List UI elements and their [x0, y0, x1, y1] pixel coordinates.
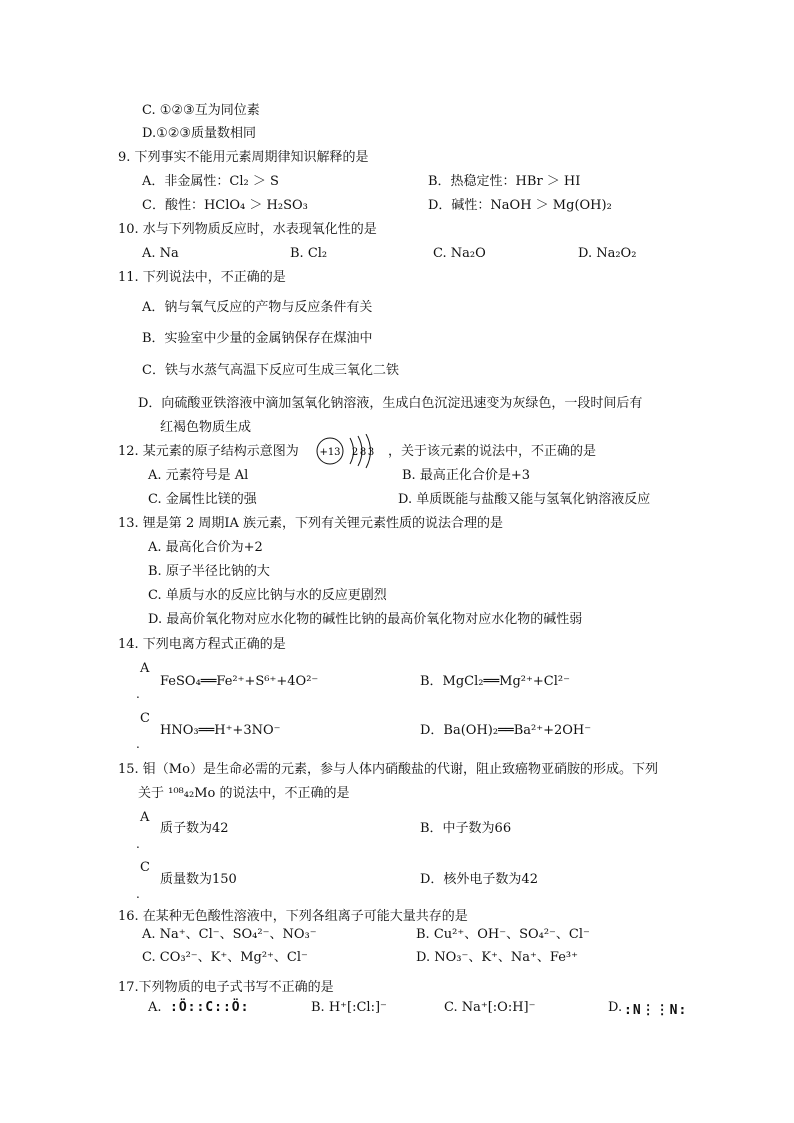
q15-option-a-dot: . — [136, 837, 140, 851]
q17-option-a-label: A. — [148, 1000, 162, 1015]
q11-option-a: A．钠与氧气反应的产物与反应条件有关 — [142, 300, 373, 315]
q12-stem-end: ，关于该元素的说法中，不正确的是 — [388, 444, 597, 459]
q17-option-d-label: D. — [608, 1000, 623, 1015]
atom-structure-diagram — [312, 434, 384, 472]
q15-stem-line2: 关于 ¹⁰⁸₄₂Mo 的说法中，不正确的是 — [138, 786, 350, 801]
q14-option-c-dot: . — [136, 737, 140, 751]
q15-option-c-label: C — [140, 860, 150, 875]
q13-option-a: A. 最高化合价为+2 — [148, 540, 263, 555]
q10-option-a: A. Na — [142, 246, 179, 261]
q8-option-d: D.①②③质量数相同 — [142, 126, 257, 141]
q14-option-c: HNO₃══H⁺+3NO⁻ — [160, 723, 281, 738]
q8-option-c: C. ①②③互为同位素 — [142, 103, 260, 118]
q17-option-a-formula: :Ö::C::Ö: — [170, 1000, 250, 1015]
q9-option-b: B．热稳定性：HBr ＞ HI — [428, 174, 581, 189]
q15-option-c-dot: . — [136, 887, 140, 901]
q10-option-c: C. Na₂O — [433, 246, 486, 261]
q16-stem: 16. 在某种无色酸性溶液中，下列各组离子可能大量共存的是 — [118, 909, 468, 924]
q9-option-d: D．碱性：NaOH ＞ Mg(OH)₂ — [428, 198, 612, 213]
q13-option-d: D. 最高价氧化物对应水化物的碱性比钠的最高价氧化物对应水化物的碱性弱 — [148, 612, 583, 627]
shell-electrons-2: 8 — [359, 447, 367, 458]
nucleus-charge: +13 — [319, 447, 341, 458]
q15-option-d: D．核外电子数为42 — [420, 872, 538, 887]
q14-option-a: FeSO₄══Fe²⁺+S⁶⁺+4O²⁻ — [160, 674, 319, 689]
q11-option-d-line1: D．向硫酸亚铁溶液中滴加氢氧化钠溶液，生成白色沉淀迅速变为灰绿色，一段时间后有 — [138, 396, 643, 411]
q11-option-d-line2: 红褐色物质生成 — [160, 420, 252, 435]
q14-option-a-dot: . — [136, 687, 140, 701]
q16-option-c: C. CO₃²⁻、K⁺、Mg²⁺、Cl⁻ — [142, 950, 308, 965]
q11-stem: 11. 下列说法中，不正确的是 — [118, 270, 286, 285]
shell-electrons-3: 3 — [367, 447, 375, 458]
q11-option-c: C．铁与水蒸气高温下反应可生成三氧化二铁 — [142, 363, 399, 378]
q9-option-c: C．酸性：HClO₄ ＞ H₂SO₃ — [142, 198, 308, 213]
q14-option-a-label: A — [140, 661, 150, 676]
q10-option-b: B. Cl₂ — [290, 246, 328, 261]
q12-option-a: A. 元素符号是 Al — [148, 468, 249, 483]
q13-option-b: B. 原子半径比钠的大 — [148, 564, 270, 579]
q16-option-a: A. Na⁺、Cl⁻、SO₄²⁻、NO₃⁻ — [142, 927, 317, 942]
q14-option-d: D．Ba(OH)₂══Ba²⁺+2OH⁻ — [420, 723, 592, 738]
q15-option-b: B．中子数为66 — [420, 821, 512, 836]
q12-option-b: B. 最高正化合价是+3 — [402, 468, 530, 483]
q12-option-d: D. 单质既能与盐酸又能与氢氧化钠溶液反应 — [398, 492, 651, 507]
q14-stem: 14. 下列电离方程式正确的是 — [118, 637, 286, 652]
q17-option-d-formula: :N⋮⋮N: — [624, 1003, 688, 1018]
q16-option-d: D. NO₃⁻、K⁺、Na⁺、Fe³⁺ — [416, 950, 578, 965]
q12-option-c: C. 金属性比镁的强 — [148, 492, 257, 507]
q10-option-d: D. Na₂O₂ — [578, 246, 637, 261]
q15-option-a-label: A — [140, 810, 150, 825]
q15-stem-line1: 15. 钼（Mo）是生命必需的元素，参与人体内硝酸盐的代谢，阻止致癌物亚硝胺的形成。下列 — [118, 762, 658, 777]
q9-stem: 9. 下列事实不能用元素周期律知识解释的是 — [118, 150, 369, 165]
q15-option-c: 质量数为150 — [160, 872, 237, 887]
q10-stem: 10. 水与下列物质反应时，水表现氧化性的是 — [118, 222, 377, 237]
q12-stem-start: 12. 某元素的原子结构示意图为 — [118, 444, 299, 459]
q16-option-b: B. Cu²⁺、OH⁻、SO₄²⁻、Cl⁻ — [416, 927, 590, 942]
q14-option-c-label: C — [140, 711, 150, 726]
q17-stem: 17.下列物质的电子式书写不正确的是 — [118, 980, 334, 995]
q13-option-c: C. 单质与水的反应比钠与水的反应更剧烈 — [148, 588, 387, 603]
q17-option-b: B. H⁺[:Cl:]⁻ — [311, 1000, 387, 1015]
q13-stem: 13. 锂是第 2 周期ⅠA 族元素，下列有关锂元素性质的说法合理的是 — [118, 516, 503, 531]
q15-option-a: 质子数为42 — [160, 821, 229, 836]
q11-option-b: B．实验室中少量的金属钠保存在煤油中 — [142, 331, 373, 346]
q14-option-b: B．MgCl₂══Mg²⁺+Cl²⁻ — [420, 674, 570, 689]
shell-electrons-1: 2 — [351, 447, 359, 458]
q17-option-c: C. Na⁺[:O:H]⁻ — [444, 1000, 536, 1015]
q9-option-a: A．非金属性：Cl₂ ＞ S — [142, 174, 279, 189]
